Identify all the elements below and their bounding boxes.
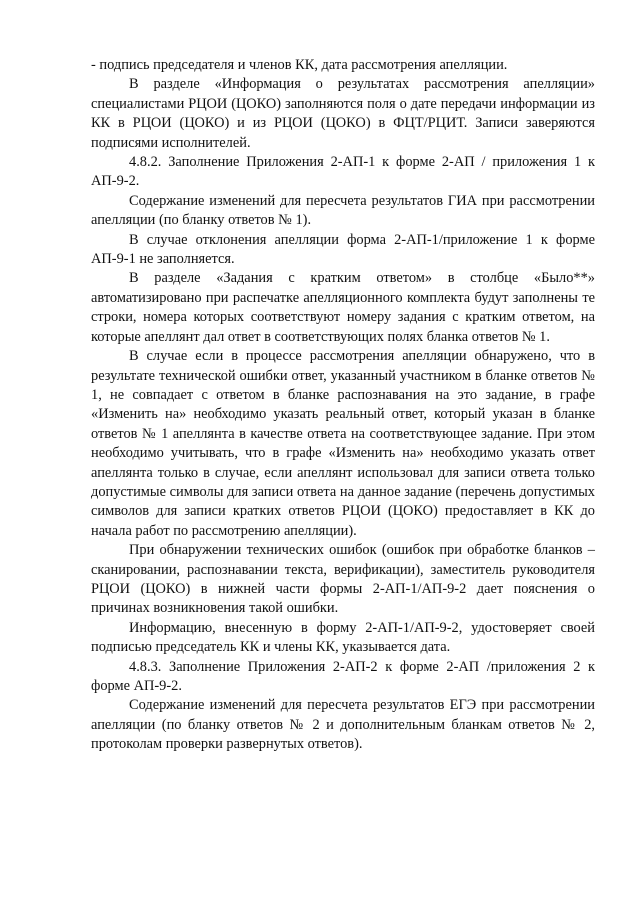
paragraph-appeal-results-info: В разделе «Информация о результатах рассмотрения апелляции» специалистами РЦОИ (ЦОКО) заполняются поля о дате передачи информации из КК в РЦОИ (ЦОКО) и из РЦОИ (ЦОКО) в ФЦТ/РЦИТ. Записи заверяются подписями исполнителей. <box>91 76 595 151</box>
paragraph-ege-changes: Содержание изменений для пересчета результатов ЕГЭ при рассмотрении апелляции (по бланку ответов № 2 и дополнительным бланкам ответов № 2, протоколам проверки развернутых ответов). <box>91 697 595 753</box>
paragraph-appeal-rejection: В случае отклонения апелляции форма 2-АП-1/приложение 1 к форме АП-9-1 не заполняется. <box>91 231 595 268</box>
section-heading-4-8-2: 4.8.2. Заполнение Приложения 2-АП-1 к форме 2-АП / приложения 1 к АП-9-2. <box>91 154 595 190</box>
section-heading-4-8-3: 4.8.3. Заполнение Приложения 2-АП-2 к форме 2-АП /приложения 2 к форме АП-9-2. <box>91 658 595 694</box>
paragraph-gia-changes: Содержание изменений для пересчета результатов ГИА при рассмотрении апелляции (по бланку ответов № 1). <box>91 192 595 229</box>
paragraph-signature-line: - подпись председателя и членов КК, дата рассмотрения апелляции. <box>91 57 508 73</box>
document-body <box>91 56 595 755</box>
paragraph-technical-error: В случае если в процессе рассмотрения апелляции обнаружено, что в результате технической ошибки ответ, указанный участником в бланке ответов № 1, не совпадает с ответом в бланке распознавания на это задание, в графе «Изменить на» необходимо указать реальный ответ, который указан в бланке ответов № 1 апеллянта в качестве ответа на соответствующее задание. При этом необходимо учитывать, что в графе «Изменить на» необходимо указать ответ апеллянта только в случае, если апеллянт использовал для записи ответа только допустимые символы для записи ответа на данное задание (перечень допустимых символов для записи кратких ответов РЦОИ (ЦОКО) предоставляет в КК до начала работ по рассмотрению апелляции). <box>91 348 595 539</box>
paragraph-short-answer-tasks: В разделе «Задания с кратким ответом» в столбце «Было**» автоматизировано при распечатке апелляционного комплекта будут заполнены те строки, номера которых соответствуют номеру задания с кратким ответом, на которые апеллянт дал ответ в соответствующих полях бланка ответов № 1. <box>91 270 595 345</box>
paragraph-signature-certification: Информацию, внесенную в форму 2-АП-1/АП-9-2, удостоверяет своей подписью председатель КК и члены КК, указывается дата. <box>91 619 595 656</box>
paragraph-technical-errors-detection: При обнаружении технических ошибок (ошибок при обработке бланков – сканировании, распознавании текста, верификации), заместитель руководителя РЦОИ (ЦОКО) в нижней части формы 2-АП-1/АП-9-2 дает пояснения о причинах возникновения такой ошибки. <box>91 542 595 617</box>
